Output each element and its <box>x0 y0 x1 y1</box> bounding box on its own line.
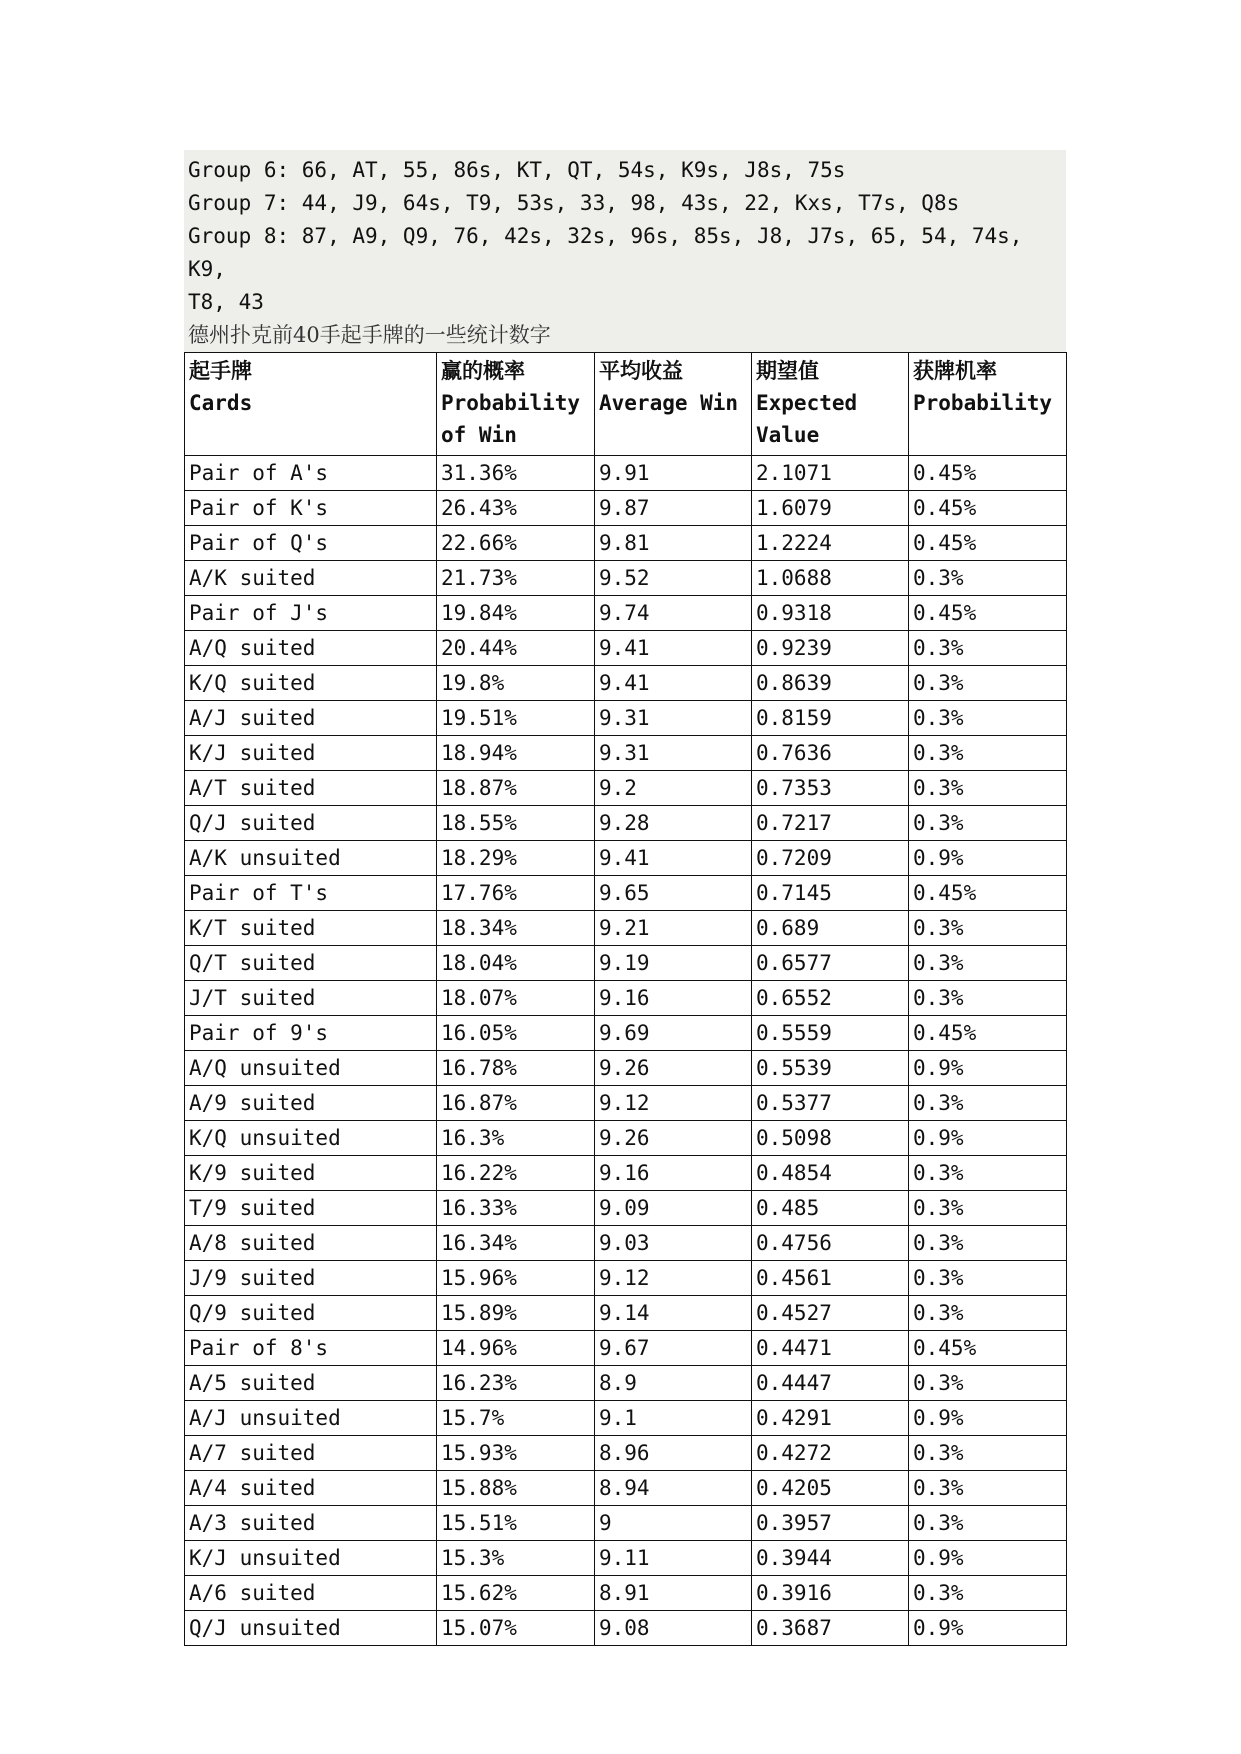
cell-average-win: 9.81 <box>595 526 752 561</box>
cell-expected-value: 0.4291 <box>752 1401 909 1436</box>
cell-win-probability: 16.78% <box>437 1051 595 1086</box>
cell-deal-probability: 0.3% <box>909 806 1067 841</box>
cell-average-win: 9.21 <box>595 911 752 946</box>
cell-expected-value: 0.4561 <box>752 1261 909 1296</box>
cell-expected-value: 0.5559 <box>752 1016 909 1051</box>
cell-average-win: 9.14 <box>595 1296 752 1331</box>
cell-win-probability: 19.51% <box>437 701 595 736</box>
cell-average-win: 9.16 <box>595 1156 752 1191</box>
header-zh: 起手牌 <box>189 359 252 383</box>
cell-deal-probability: 0.3% <box>909 1576 1067 1611</box>
cell-average-win: 9.52 <box>595 561 752 596</box>
cell-expected-value: 1.6079 <box>752 491 909 526</box>
cell-cards: A/4 suited <box>185 1471 437 1506</box>
cell-cards: Pair of 8's <box>185 1331 437 1366</box>
header-expected-value <box>752 353 909 456</box>
cell-win-probability: 18.94% <box>437 736 595 771</box>
cell-average-win: 9.12 <box>595 1086 752 1121</box>
cell-cards: Pair of J's <box>185 596 437 631</box>
cell-win-probability: 14.96% <box>437 1331 595 1366</box>
group-line: T8, 43 <box>188 290 264 314</box>
cell-deal-probability: 0.3% <box>909 1471 1067 1506</box>
cell-cards: K/J unsuited <box>185 1541 437 1576</box>
header-en-2: Value <box>756 423 820 447</box>
cell-win-probability: 20.44% <box>437 631 595 666</box>
cell-average-win: 9.41 <box>595 631 752 666</box>
cell-average-win: 8.9 <box>595 1366 752 1401</box>
cell-win-probability: 18.87% <box>437 771 595 806</box>
cell-deal-probability: 0.45% <box>909 876 1067 911</box>
cell-deal-probability: 0.3% <box>909 1156 1067 1191</box>
cell-win-probability: 15.96% <box>437 1261 595 1296</box>
table-row <box>185 1611 1067 1646</box>
table-row <box>185 1366 1067 1401</box>
cell-average-win: 9.26 <box>595 1051 752 1086</box>
table-row <box>185 806 1067 841</box>
cell-deal-probability: 0.3% <box>909 631 1067 666</box>
table-row <box>185 1086 1067 1121</box>
cell-expected-value: 0.4756 <box>752 1226 909 1261</box>
header-en: Probability <box>913 391 1053 415</box>
cell-cards: A/3 suited <box>185 1506 437 1541</box>
cell-expected-value: 0.3957 <box>752 1506 909 1541</box>
cell-cards: Q/J suited <box>185 806 437 841</box>
cell-win-probability: 15.88% <box>437 1471 595 1506</box>
cell-average-win: 9.26 <box>595 1121 752 1156</box>
cell-expected-value: 0.4447 <box>752 1366 909 1401</box>
cell-deal-probability: 0.3% <box>909 1226 1067 1261</box>
cell-win-probability: 16.3% <box>437 1121 595 1156</box>
cell-win-probability: 15.07% <box>437 1611 595 1646</box>
table-row <box>185 456 1067 491</box>
cell-cards: A/Q unsuited <box>185 1051 437 1086</box>
table-row <box>185 1261 1067 1296</box>
cell-expected-value: 0.3944 <box>752 1541 909 1576</box>
cell-expected-value: 0.5539 <box>752 1051 909 1086</box>
cell-average-win: 9 <box>595 1506 752 1541</box>
cell-deal-probability: 0.9% <box>909 1541 1067 1576</box>
cell-cards: A/8 suited <box>185 1226 437 1261</box>
header-cards <box>185 353 437 456</box>
cell-win-probability: 31.36% <box>437 456 595 491</box>
cell-expected-value: 0.7209 <box>752 841 909 876</box>
cell-cards: K/9 suited <box>185 1156 437 1191</box>
cell-win-probability: 18.04% <box>437 946 595 981</box>
cell-expected-value: 0.5377 <box>752 1086 909 1121</box>
cell-deal-probability: 0.9% <box>909 841 1067 876</box>
cell-deal-probability: 0.3% <box>909 666 1067 701</box>
table-row <box>185 701 1067 736</box>
table-row <box>185 841 1067 876</box>
cell-cards: A/7 suited <box>185 1436 437 1471</box>
cell-deal-probability: 0.9% <box>909 1401 1067 1436</box>
table-row <box>185 736 1067 771</box>
table-row <box>185 1121 1067 1156</box>
cell-expected-value: 0.9318 <box>752 596 909 631</box>
cell-cards: Pair of Q's <box>185 526 437 561</box>
cell-win-probability: 15.93% <box>437 1436 595 1471</box>
cell-average-win: 8.91 <box>595 1576 752 1611</box>
cell-cards: J/9 suited <box>185 1261 437 1296</box>
cell-average-win: 9.31 <box>595 701 752 736</box>
group-line: Group 8: 87, A9, Q9, 76, 42s, 32s, 96s, 85s, J8, J7s, 65, 54, 74s, K9, <box>188 224 1023 281</box>
table-row <box>185 1401 1067 1436</box>
cell-deal-probability: 0.9% <box>909 1121 1067 1156</box>
table-row <box>185 1226 1067 1261</box>
cell-average-win: 9.74 <box>595 596 752 631</box>
cell-average-win: 9.08 <box>595 1611 752 1646</box>
cell-deal-probability: 0.3% <box>909 771 1067 806</box>
cell-cards: Q/9 suited <box>185 1296 437 1331</box>
cell-win-probability: 18.29% <box>437 841 595 876</box>
cell-win-probability: 21.73% <box>437 561 595 596</box>
table-row <box>185 981 1067 1016</box>
table-row <box>185 911 1067 946</box>
cell-deal-probability: 0.45% <box>909 456 1067 491</box>
cell-win-probability: 15.51% <box>437 1506 595 1541</box>
header-deal-probability <box>909 353 1067 456</box>
cell-deal-probability: 0.9% <box>909 1611 1067 1646</box>
cell-average-win: 9.09 <box>595 1191 752 1226</box>
cell-average-win: 9.69 <box>595 1016 752 1051</box>
cell-expected-value: 0.4471 <box>752 1331 909 1366</box>
header-zh: 获牌机率 <box>913 359 997 383</box>
table-row <box>185 1436 1067 1471</box>
cell-cards: A/J suited <box>185 701 437 736</box>
cell-average-win: 9.41 <box>595 666 752 701</box>
header-row <box>185 353 1067 456</box>
cell-win-probability: 16.33% <box>437 1191 595 1226</box>
cell-win-probability: 16.23% <box>437 1366 595 1401</box>
cell-cards: A/K suited <box>185 561 437 596</box>
cell-average-win: 9.11 <box>595 1541 752 1576</box>
cell-average-win: 9.12 <box>595 1261 752 1296</box>
header-zh: 赢的概率 <box>441 359 525 383</box>
cell-average-win: 9.65 <box>595 876 752 911</box>
table-row <box>185 946 1067 981</box>
cell-expected-value: 0.3687 <box>752 1611 909 1646</box>
table-row <box>185 1331 1067 1366</box>
cell-win-probability: 16.05% <box>437 1016 595 1051</box>
cell-average-win: 9.2 <box>595 771 752 806</box>
cell-cards: A/9 suited <box>185 1086 437 1121</box>
table-row <box>185 1506 1067 1541</box>
cell-deal-probability: 0.3% <box>909 736 1067 771</box>
cell-expected-value: 0.7217 <box>752 806 909 841</box>
document-body <box>184 150 1066 1646</box>
cell-deal-probability: 0.3% <box>909 1191 1067 1226</box>
header-zh: 期望值 <box>756 359 819 383</box>
cell-expected-value: 0.3916 <box>752 1576 909 1611</box>
cell-expected-value: 0.7636 <box>752 736 909 771</box>
group-list <box>184 150 1066 352</box>
cell-cards: A/T suited <box>185 771 437 806</box>
table-row <box>185 666 1067 701</box>
cell-cards: A/Q suited <box>185 631 437 666</box>
header-probability-of-win <box>437 353 595 456</box>
cell-expected-value: 0.8639 <box>752 666 909 701</box>
cell-deal-probability: 0.3% <box>909 1086 1067 1121</box>
group-line: Group 6: 66, AT, 55, 86s, KT, QT, 54s, K9s, J8s, 75s <box>188 158 846 182</box>
cell-win-probability: 19.8% <box>437 666 595 701</box>
cell-cards: Pair of A's <box>185 456 437 491</box>
cell-deal-probability: 0.9% <box>909 1051 1067 1086</box>
table-body <box>185 456 1067 1646</box>
table-row <box>185 1296 1067 1331</box>
cell-expected-value: 1.2224 <box>752 526 909 561</box>
cell-win-probability: 16.22% <box>437 1156 595 1191</box>
cell-average-win: 8.94 <box>595 1471 752 1506</box>
table-row <box>185 771 1067 806</box>
cell-win-probability: 16.87% <box>437 1086 595 1121</box>
table-row <box>185 1051 1067 1086</box>
header-average-win <box>595 353 752 456</box>
cell-average-win: 8.96 <box>595 1436 752 1471</box>
cell-average-win: 9.67 <box>595 1331 752 1366</box>
cell-win-probability: 18.55% <box>437 806 595 841</box>
cell-win-probability: 16.34% <box>437 1226 595 1261</box>
cell-cards: Pair of K's <box>185 491 437 526</box>
cell-average-win: 9.1 <box>595 1401 752 1436</box>
table-row <box>185 561 1067 596</box>
cell-expected-value: 0.4527 <box>752 1296 909 1331</box>
header-en: Cards <box>189 391 253 415</box>
cell-cards: A/K unsuited <box>185 841 437 876</box>
cell-deal-probability: 0.3% <box>909 561 1067 596</box>
cell-average-win: 9.16 <box>595 981 752 1016</box>
cell-win-probability: 15.62% <box>437 1576 595 1611</box>
cell-average-win: 9.28 <box>595 806 752 841</box>
cell-win-probability: 22.66% <box>437 526 595 561</box>
table-row <box>185 1541 1067 1576</box>
cell-win-probability: 26.43% <box>437 491 595 526</box>
cell-expected-value: 0.7145 <box>752 876 909 911</box>
table-row <box>185 876 1067 911</box>
cell-deal-probability: 0.3% <box>909 981 1067 1016</box>
cell-deal-probability: 0.3% <box>909 1436 1067 1471</box>
cell-cards: Pair of 9's <box>185 1016 437 1051</box>
cell-average-win: 9.41 <box>595 841 752 876</box>
cell-cards: Pair of T's <box>185 876 437 911</box>
table-row <box>185 1016 1067 1051</box>
cell-expected-value: 0.4205 <box>752 1471 909 1506</box>
header-zh: 平均收益 <box>599 359 683 383</box>
cell-expected-value: 0.5098 <box>752 1121 909 1156</box>
cell-deal-probability: 0.3% <box>909 1366 1067 1401</box>
cell-cards: K/Q suited <box>185 666 437 701</box>
header-en: Average Win <box>599 391 739 415</box>
cell-cards: K/J suited <box>185 736 437 771</box>
cell-average-win: 9.03 <box>595 1226 752 1261</box>
cell-deal-probability: 0.45% <box>909 491 1067 526</box>
cell-win-probability: 17.76% <box>437 876 595 911</box>
table-row <box>185 1191 1067 1226</box>
cell-expected-value: 0.7353 <box>752 771 909 806</box>
cell-average-win: 9.91 <box>595 456 752 491</box>
cell-deal-probability: 0.3% <box>909 701 1067 736</box>
group-line: Group 7: 44, J9, 64s, T9, 53s, 33, 98, 43s, 22, Kxs, T7s, Q8s <box>188 191 960 215</box>
cell-expected-value: 0.8159 <box>752 701 909 736</box>
starting-hands-table <box>184 352 1067 1646</box>
cell-expected-value: 0.4854 <box>752 1156 909 1191</box>
cell-deal-probability: 0.3% <box>909 946 1067 981</box>
cell-expected-value: 2.1071 <box>752 456 909 491</box>
cell-deal-probability: 0.3% <box>909 1506 1067 1541</box>
cell-win-probability: 15.7% <box>437 1401 595 1436</box>
cell-win-probability: 15.89% <box>437 1296 595 1331</box>
header-en: Probability <box>441 391 581 415</box>
table-row <box>185 631 1067 666</box>
table-row <box>185 1576 1067 1611</box>
header-en-2: of Win <box>441 423 517 447</box>
cell-win-probability: 19.84% <box>437 596 595 631</box>
cell-expected-value: 0.6577 <box>752 946 909 981</box>
cell-expected-value: 1.0688 <box>752 561 909 596</box>
cell-cards: K/T suited <box>185 911 437 946</box>
cell-expected-value: 0.4272 <box>752 1436 909 1471</box>
cell-cards: Q/J unsuited <box>185 1611 437 1646</box>
cell-cards: T/9 suited <box>185 1191 437 1226</box>
cell-deal-probability: 0.3% <box>909 1261 1067 1296</box>
cell-average-win: 9.31 <box>595 736 752 771</box>
cell-average-win: 9.87 <box>595 491 752 526</box>
cell-deal-probability: 0.45% <box>909 1331 1067 1366</box>
table-row <box>185 1471 1067 1506</box>
cell-deal-probability: 0.3% <box>909 1296 1067 1331</box>
cell-cards: A/5 suited <box>185 1366 437 1401</box>
table-row <box>185 1156 1067 1191</box>
cell-expected-value: 0.485 <box>752 1191 909 1226</box>
cell-win-probability: 18.07% <box>437 981 595 1016</box>
table-row <box>185 491 1067 526</box>
table-row <box>185 596 1067 631</box>
cell-cards: K/Q unsuited <box>185 1121 437 1156</box>
cell-cards: A/6 suited <box>185 1576 437 1611</box>
cell-expected-value: 0.689 <box>752 911 909 946</box>
cell-win-probability: 18.34% <box>437 911 595 946</box>
table-caption: 德州扑克前40手起手牌的一些统计数字 <box>188 323 551 347</box>
cell-cards: J/T suited <box>185 981 437 1016</box>
header-en: Expected <box>756 391 858 415</box>
cell-average-win: 9.19 <box>595 946 752 981</box>
cell-deal-probability: 0.45% <box>909 526 1067 561</box>
cell-deal-probability: 0.45% <box>909 1016 1067 1051</box>
cell-cards: Q/T suited <box>185 946 437 981</box>
cell-deal-probability: 0.3% <box>909 911 1067 946</box>
cell-expected-value: 0.9239 <box>752 631 909 666</box>
cell-win-probability: 15.3% <box>437 1541 595 1576</box>
cell-cards: A/J unsuited <box>185 1401 437 1436</box>
table-row <box>185 526 1067 561</box>
cell-expected-value: 0.6552 <box>752 981 909 1016</box>
cell-deal-probability: 0.45% <box>909 596 1067 631</box>
